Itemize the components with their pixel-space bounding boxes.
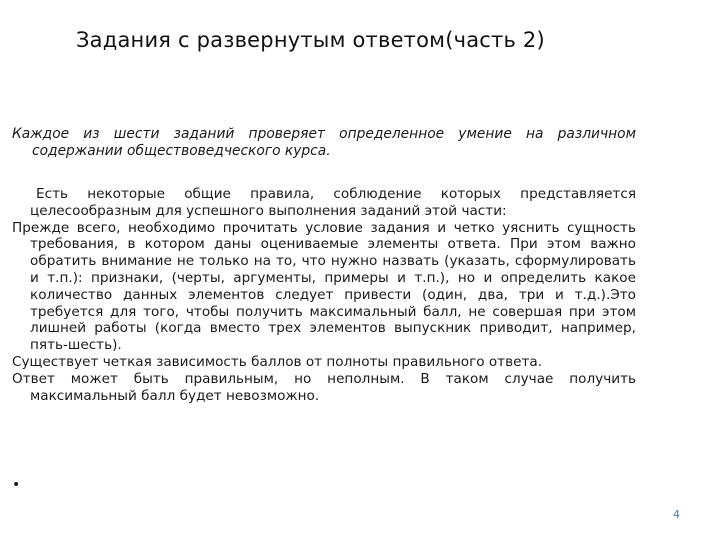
body-text xyxy=(12,186,636,404)
intro-paragraph: Каждое из шести заданий проверяет определенное умение на различном содержании обществоведческого курса. xyxy=(12,126,636,159)
empty-bullet: • xyxy=(12,477,21,493)
slide-title: Задания с развернутым ответом(часть 2) xyxy=(76,28,545,52)
paragraph-incomplete-answer: Ответ может быть правильным, но неполным. В таком случае получить максимальный балл будет невозможно. xyxy=(12,370,636,404)
paragraph-score-dependency: Существует четкая зависимость баллов от полноты правильного ответа. xyxy=(12,353,543,370)
paragraph-read-task: Прежде всего, необходимо прочитать условие задания и четко уяснить сущность требования, в котором даны оцениваемые элементы ответа. При этом важно обратить внимание не только на то, что нужно назвать (указать, сформулировать и т.п.): признаки, (черты, аргументы, примеры и т.п.), но и определить какое количество данных элементов следует привести (один, два, три и т.д.).Это требуется для того, чтобы получить максимальный балл, не совершая при этом лишней работы (когда вместо трех элементов выпускник приводит, например, пять-шесть). xyxy=(12,219,636,354)
page-number: 4 xyxy=(673,508,680,521)
intro-text xyxy=(12,126,636,160)
paragraph-rules: Есть некоторые общие правила, соблюдение которых представляется целесообразным для успешного выполнения заданий этой части: xyxy=(30,186,636,219)
